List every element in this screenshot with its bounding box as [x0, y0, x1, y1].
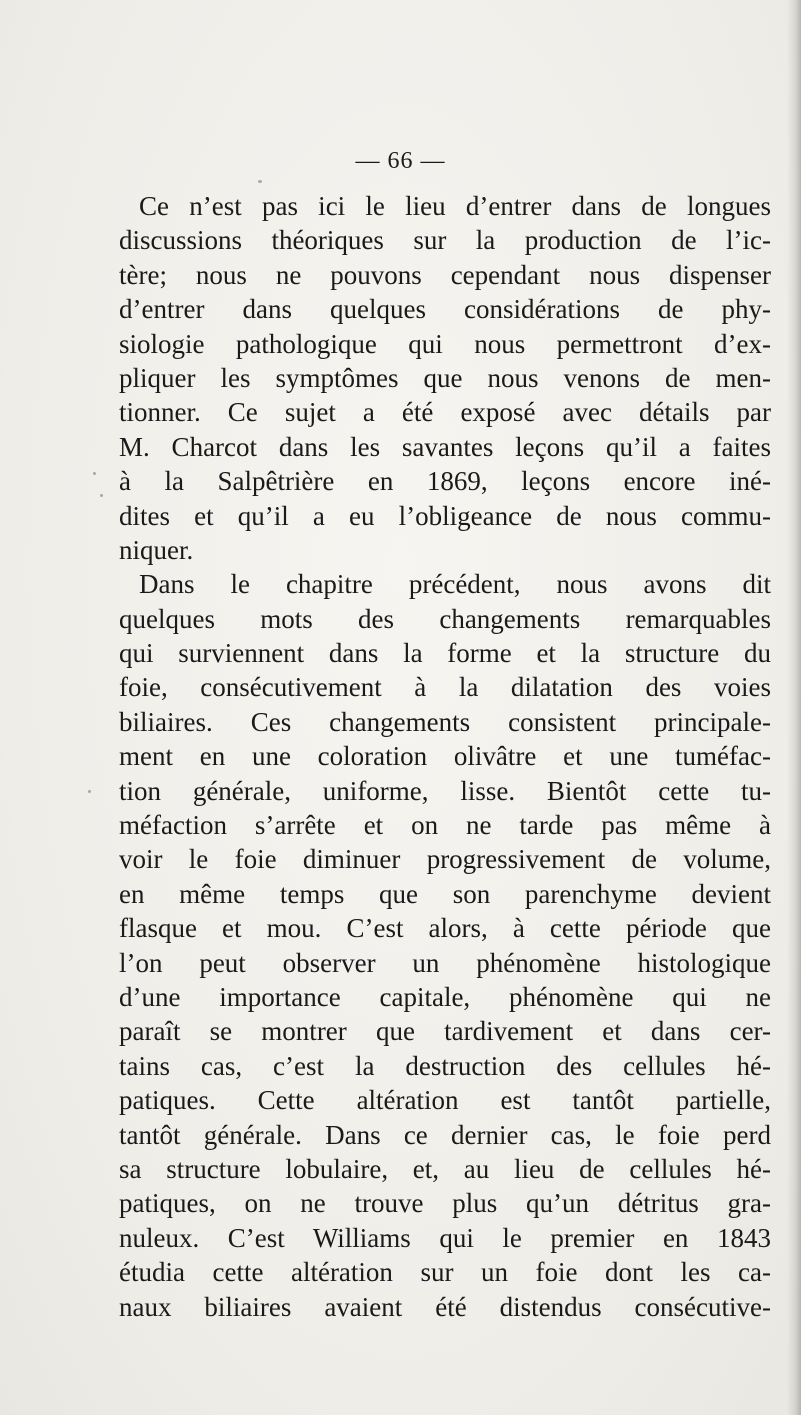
page-edge-shadow [787, 0, 801, 1415]
text-line: siologie pathologique qui nous permettront d’ex- [119, 328, 771, 359]
text-line: nuleux. C’est Williams qui le premier en 1843 [119, 1222, 771, 1253]
text-line: qui surviennent dans la forme et la structure du [119, 638, 771, 669]
text-line: niquer. [119, 534, 194, 565]
paper-speck [88, 790, 91, 793]
text-line: paraît se montrer que tardivement et dans cer- [119, 1016, 771, 1047]
text-line: naux biliaires avaient été distendus consécutive- [119, 1291, 771, 1322]
text-line: tantôt générale. Dans ce dernier cas, le foie perd [119, 1119, 771, 1150]
text-line: tère; nous ne pouvons cependant nous dispenser [119, 259, 771, 290]
body-text [119, 189, 771, 1324]
text-line: foie, consécutivement à la dilatation des voies [119, 672, 771, 703]
text-line: patiques. Cette altération est tantôt partielle, [119, 1085, 771, 1116]
paper-speck [258, 180, 262, 183]
text-line: quelques mots des changements remarquables [119, 603, 771, 634]
text-line: méfaction s’arrête et on ne tarde pas même à [119, 810, 771, 841]
text-line: d’une importance capitale, phénomène qui ne [119, 981, 771, 1012]
text-line: biliaires. Ces changements consistent principale- [119, 706, 771, 737]
text-line: Ce n’est pas ici le lieu d’entrer dans de longues [139, 191, 771, 221]
text-line: flasque et mou. C’est alors, à cette période que [119, 913, 771, 944]
paper-speck [100, 494, 103, 497]
text-line: voir le foie diminuer progressivement de volume, [119, 844, 771, 875]
text-line: tion générale, uniforme, lisse. Bientôt cette tu- [119, 775, 771, 806]
text-line: Dans le chapitre précédent, nous avons dit [139, 569, 771, 600]
text-line: patiques, on ne trouve plus qu’un détritus gra- [119, 1188, 771, 1219]
text-line: en même temps que son parenchyme devient [119, 878, 771, 909]
text-line: M. Charcot dans les savantes leçons qu’il a faites [119, 431, 771, 462]
text-line: tains cas, c’est la destruction des cellules hé- [119, 1050, 771, 1081]
text-line: l’on peut observer un phénomène histologique [119, 947, 771, 978]
text-line: ment en une coloration olivâtre et une tuméfac- [119, 741, 771, 772]
text-line: discussions théoriques sur la production de l’ic- [119, 225, 771, 256]
paper-speck [93, 472, 96, 475]
text-line: tionner. Ce sujet a été exposé avec détails par [119, 397, 771, 428]
text-line: sa structure lobulaire, et, au lieu de cellules hé- [119, 1153, 771, 1184]
text-line: d’entrer dans quelques considérations de phy- [119, 294, 771, 325]
text-line: étudia cette altération sur un foie dont les ca- [119, 1257, 771, 1288]
text-line: à la Salpêtrière en 1869, leçons encore iné- [119, 466, 771, 497]
text-line: dites et qu’il a eu l’obligeance de nous commu- [119, 500, 771, 531]
text-line: pliquer les symptômes que nous venons de men- [119, 362, 771, 393]
page-number: — 66 — [355, 148, 446, 174]
